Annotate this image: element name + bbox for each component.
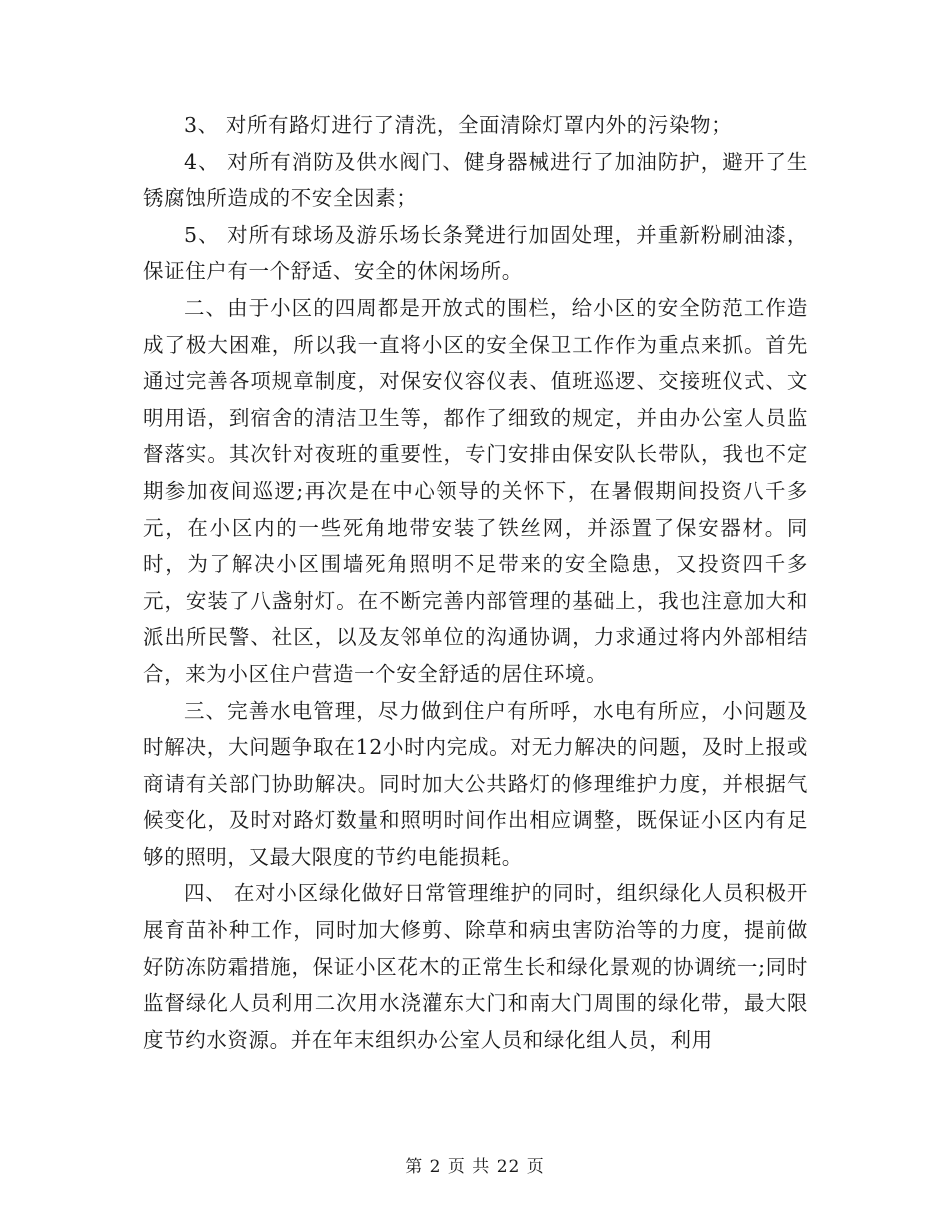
page-footer [0,1152,950,1177]
paragraph-item-4: 4、 对所有消防及供水阀门、健身器械进行了加油防护，避开了生锈腐蚀所造成的不安全因素； [143,149,808,211]
paragraph-item-3: 3、 对所有路灯进行了清洗，全面清除灯罩内外的污染物； [184,113,733,137]
paragraph-section-3-utilities: 三、完善水电管理，尽力做到住户有所呼，水电有所应，小问题及时解决，大问题争取在12小时内完成。对无力解决的问题，及时上报或商请有关部门协助解决。同时加大公共路灯的修理维护力度，并根据气候变化，及时对路灯数量和照明时间作出相应调整，既保证小区内有足够的照明，又最大限度的节约电能损耗。 [143,698,808,869]
page-number-label: 第 2 页 共 22 页 [405,1157,545,1177]
document-body [143,107,808,1058]
paragraph-section-4-greening: 四、 在对小区绿化做好日常管理维护的同时，组织绿化人员积极开展育苗补种工作，同时加大修剪、除草和病虫害防治等的力度，提前做好防冻防霜措施，保证小区花木的正常生长和绿化景观的协调统一;同时监督绿化人员利用二次用水浇灌东大门和南大门周围的绿化带，最大限度节约水资源。并在年末组织办公室人员和绿化组人员，利用 [143,881,808,1052]
paragraph-section-2-security: 二、由于小区的四周都是开放式的围栏，给小区的安全防范工作造成了极大困难，所以我一直将小区的安全保卫工作作为重点来抓。首先通过完善各项规章制度，对保安仪容仪表、值班巡逻、交接班仪式、文明用语，到宿舍的清洁卫生等，都作了细致的规定，并由办公室人员监督落实。其次针对夜班的重要性，专门安排由保安队长带队，我也不定期参加夜间巡逻;再次是在中心领导的关怀下，在暑假期间投资八千多元，在小区内的一些死角地带安装了铁丝网，并添置了保安器材。同时，为了解决小区围墙死角照明不足带来的安全隐患，又投资四千多元，安装了八盏射灯。在不断完善内部管理的基础上，我也注意加大和派出所民警、社区，以及友邻单位的沟通协调，力求通过将内外部相结合，来为小区住户营造一个安全舒适的居住环境。 [143,295,808,686]
paragraph-item-5: 5、 对所有球场及游乐场长条凳进行加固处理，并重新粉刷油漆，保证住户有一个舒适、安全的休闲场所。 [143,222,808,284]
